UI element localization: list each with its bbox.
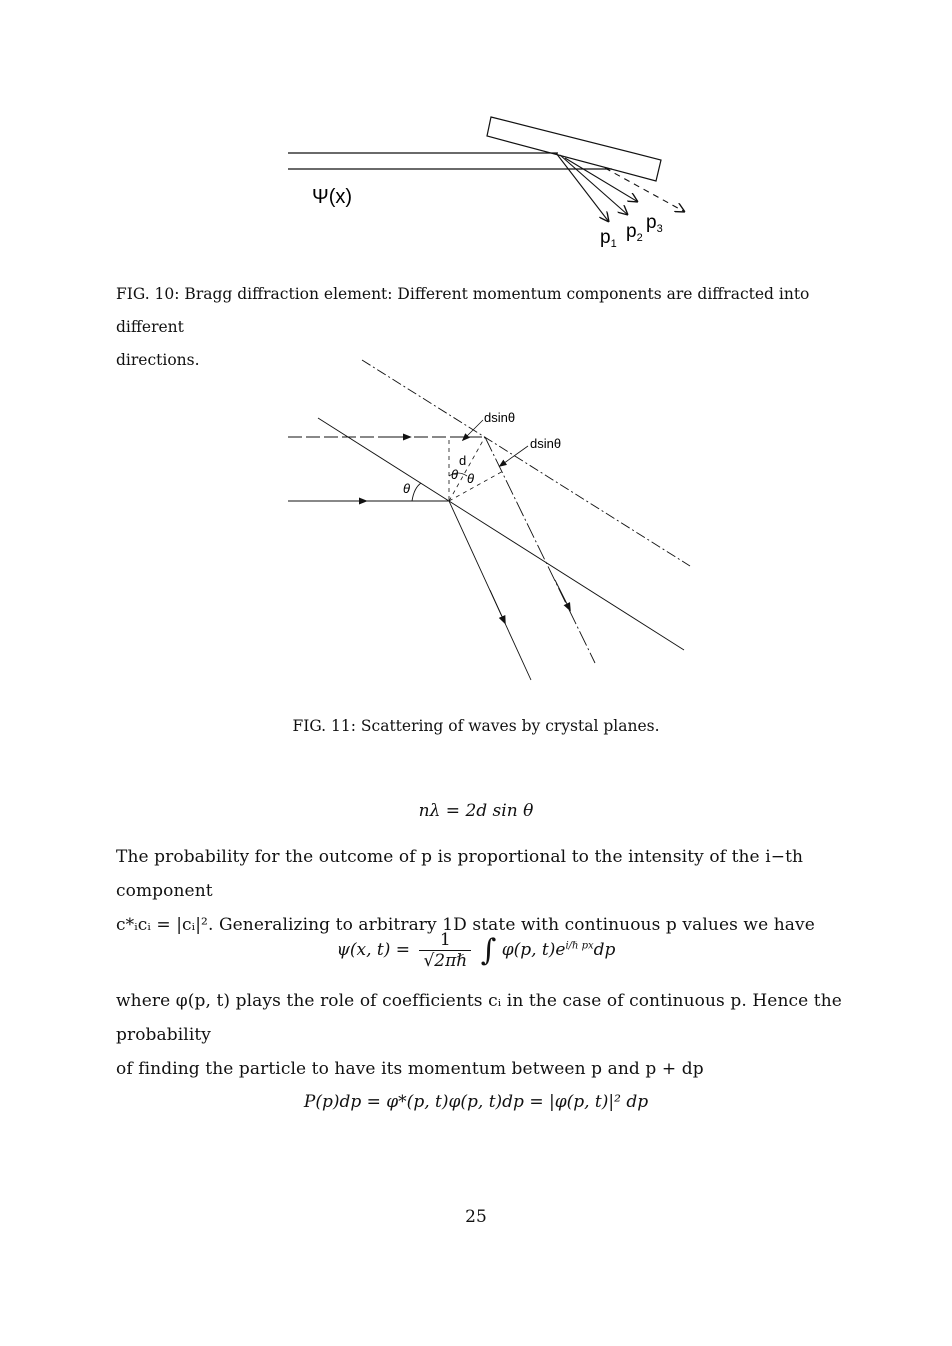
page-number: 25 [465,1207,487,1227]
psi-fraction-denominator: √2πℏ [423,951,468,971]
dsin-top-label: dsinθ [484,410,516,425]
psi-dp: dp [593,940,616,960]
paragraph-coefficients-line2: of finding the particle to have its momentum between p and p + dp [116,1059,704,1079]
p3-label: $p_3$ [646,212,663,235]
diffracted-ray-left-arrow [490,590,505,623]
theta-label-b: θ [467,471,475,486]
figure-11-caption: FIG. 11: Scattering of waves by crystal planes. [292,717,660,735]
ray-p1 [556,153,609,222]
figure-11-crystal-planes [0,340,952,690]
paragraph-probability-line2: c*ᵢcᵢ = |cᵢ|². Generalizing to arbitrary 1D state with continuous p values we have [116,915,815,935]
psi-fraction-numerator: 1 [419,930,471,951]
integral-sign: ∫ [480,933,497,968]
figure-10-bragg-element [0,0,952,260]
theta-arc-left [412,483,421,501]
psi-rhs: φ(p, t)e [501,940,566,960]
psi-exponent: i/ℏ px [565,940,594,952]
paragraph-coefficients [116,984,876,1086]
paragraph-coefficients-line1: where φ(p, t) plays the role of coefficients cᵢ in the case of continuous p. Hence the probability [116,991,842,1045]
p2-label: $p_2$ [626,221,643,244]
diffracted-ray-right [485,437,595,663]
diffracted-ray-right-arrow [555,580,570,610]
p1-label: $p_1$ [600,227,617,250]
dsin-right-label: dsinθ [530,436,562,451]
theta-label-a: θ [451,467,459,482]
crystal-plane-top [362,360,690,566]
paragraph-probability-line1: The probability for the outcome of p is proportional to the intensity of the i−th component [116,847,804,901]
bragg-equation: nλ = 2d sin θ [418,801,534,821]
psi-lhs: ψ(x, t) = [336,940,411,960]
wavefunction-equation [0,930,952,971]
crystal-slab [487,117,661,181]
psi-label: Ψ(x) [312,186,353,208]
figure-10-caption-line1: FIG. 10: Bragg diffraction element: Different momentum components are diffracted into different [116,285,810,336]
psi-fraction [419,930,471,971]
d-label: d [459,453,467,468]
probability-equation: P(p)dp = φ*(p, t)φ(p, t)dp = |φ(p, t)|² dp [303,1092,649,1112]
theta-label-left: θ [403,481,411,496]
figure-10-caption-line2: directions. [116,351,200,369]
paragraph-probability [116,840,876,942]
